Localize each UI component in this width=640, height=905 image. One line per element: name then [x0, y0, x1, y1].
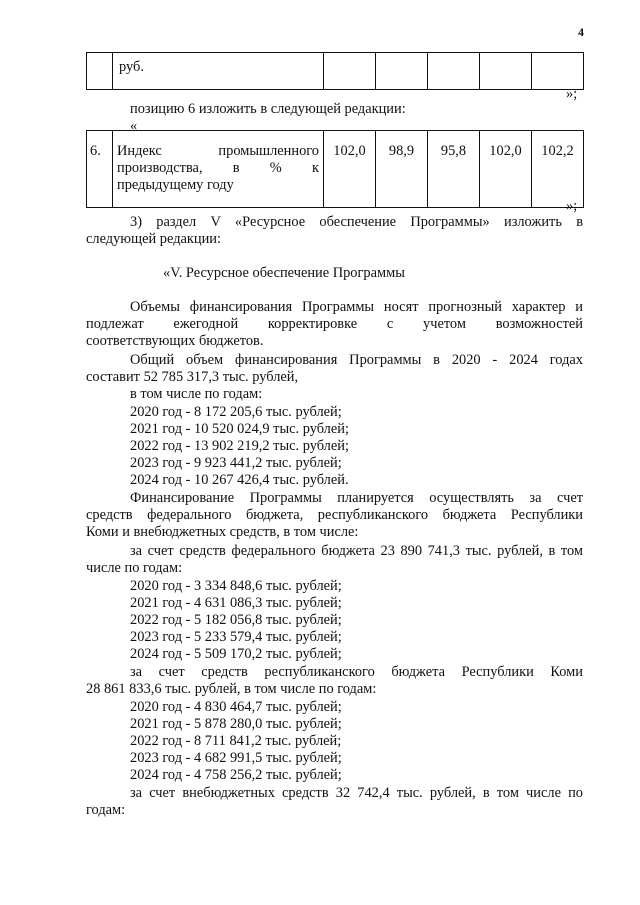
total-line: Общий объем финансирования Программы в 2020 - 2024 годах [130, 352, 583, 368]
federal-year-2023: 2023 год - 5 233 579,4 тыс. рублей; [130, 629, 342, 645]
republic-line: 28 861 833,6 тыс. рублей, в том числе по годам: [86, 681, 377, 697]
label-line: предыдущему году [117, 177, 234, 193]
closing-quote: »; [566, 86, 578, 102]
total-year-2020: 2020 год - 8 172 205,6 тыс. рублей; [130, 404, 342, 420]
label-line: производства, в % к [117, 160, 319, 176]
row-label-cell [113, 131, 324, 208]
value-cell [428, 53, 480, 90]
extrabudget-line: за счет внебюджетных средств 32 742,4 тыс. рублей, в том числе по [130, 785, 583, 801]
republic-line: за счет средств республиканского бюджета Республики Коми [130, 664, 583, 680]
funding-line: средств федерального бюджета, республиканского бюджета Республики [86, 507, 583, 523]
value-cell [532, 53, 584, 90]
value-cell-2022: 95,8 [428, 131, 480, 208]
federal-year-2021: 2021 год - 4 631 086,3 тыс. рублей; [130, 595, 342, 611]
table-row [87, 131, 584, 208]
table-row [87, 53, 584, 90]
table-previous-row [86, 52, 584, 90]
page-number: 4 [578, 25, 584, 39]
row-label-cell: руб. [113, 53, 324, 90]
value-cell-2024: 102,2 [532, 131, 584, 208]
paragraph-line: подлежат ежегодной корректировке с учетом возможностей [86, 316, 583, 332]
total-year-2022: 2022 год - 13 902 219,2 тыс. рублей; [130, 438, 349, 454]
extrabudget-line: годам: [86, 802, 126, 818]
value-cell-2023: 102,0 [480, 131, 532, 208]
republic-year-2022: 2022 год - 8 711 841,2 тыс. рублей; [130, 733, 342, 749]
total-year-2024: 2024 год - 10 267 426,4 тыс. рублей. [130, 472, 349, 488]
closing-quote: »; [566, 198, 578, 214]
funding-line: Финансирование Программы планируется осуществлять за счет [130, 490, 583, 506]
row-number-cell [87, 53, 113, 90]
row-number-cell: 6. [87, 131, 113, 208]
table-position-6 [86, 130, 584, 208]
section-title: «V. Ресурсное обеспечение Программы [163, 265, 405, 281]
total-line: в том числе по годам: [130, 386, 263, 402]
value-cell [376, 53, 428, 90]
total-line: составит 52 785 317,3 тыс. рублей, [86, 369, 299, 385]
value-cell [480, 53, 532, 90]
value-cell-2020: 102,0 [324, 131, 376, 208]
federal-year-2022: 2022 год - 5 182 056,8 тыс. рублей; [130, 612, 342, 628]
paragraph-line: соответствующих бюджетов. [86, 333, 264, 349]
federal-year-2020: 2020 год - 3 334 848,6 тыс. рублей; [130, 578, 342, 594]
funding-line: Коми и внебюджетных средств, в том числе: [86, 524, 359, 540]
republic-year-2021: 2021 год - 5 878 280,0 тыс. рублей; [130, 716, 342, 732]
label-line: Индекс промышленного [117, 143, 319, 159]
republic-year-2023: 2023 год - 4 682 991,5 тыс. рублей; [130, 750, 342, 766]
value-cell-2021: 98,9 [376, 131, 428, 208]
value-cell [324, 53, 376, 90]
opening-quote: « [130, 118, 138, 134]
federal-line: за счет средств федерального бюджета 23 890 741,3 тыс. рублей, в том [130, 543, 583, 559]
total-year-2021: 2021 год - 10 520 024,9 тыс. рублей; [130, 421, 349, 437]
position-instruction: позицию 6 изложить в следующей редакции: [130, 101, 406, 117]
republic-year-2020: 2020 год - 4 830 464,7 тыс. рублей; [130, 699, 342, 715]
federal-year-2024: 2024 год - 5 509 170,2 тыс. рублей; [130, 646, 342, 662]
section-intro-line: следующей редакции: [86, 231, 221, 247]
total-year-2023: 2023 год - 9 923 441,2 тыс. рублей; [130, 455, 342, 471]
republic-year-2024: 2024 год - 4 758 256,2 тыс. рублей; [130, 767, 342, 783]
section-intro-line: 3) раздел V «Ресурсное обеспечение Программы» изложить в [130, 214, 583, 230]
federal-line: числе по годам: [86, 560, 183, 576]
paragraph-line: Объемы финансирования Программы носят прогнозный характер и [130, 299, 583, 315]
